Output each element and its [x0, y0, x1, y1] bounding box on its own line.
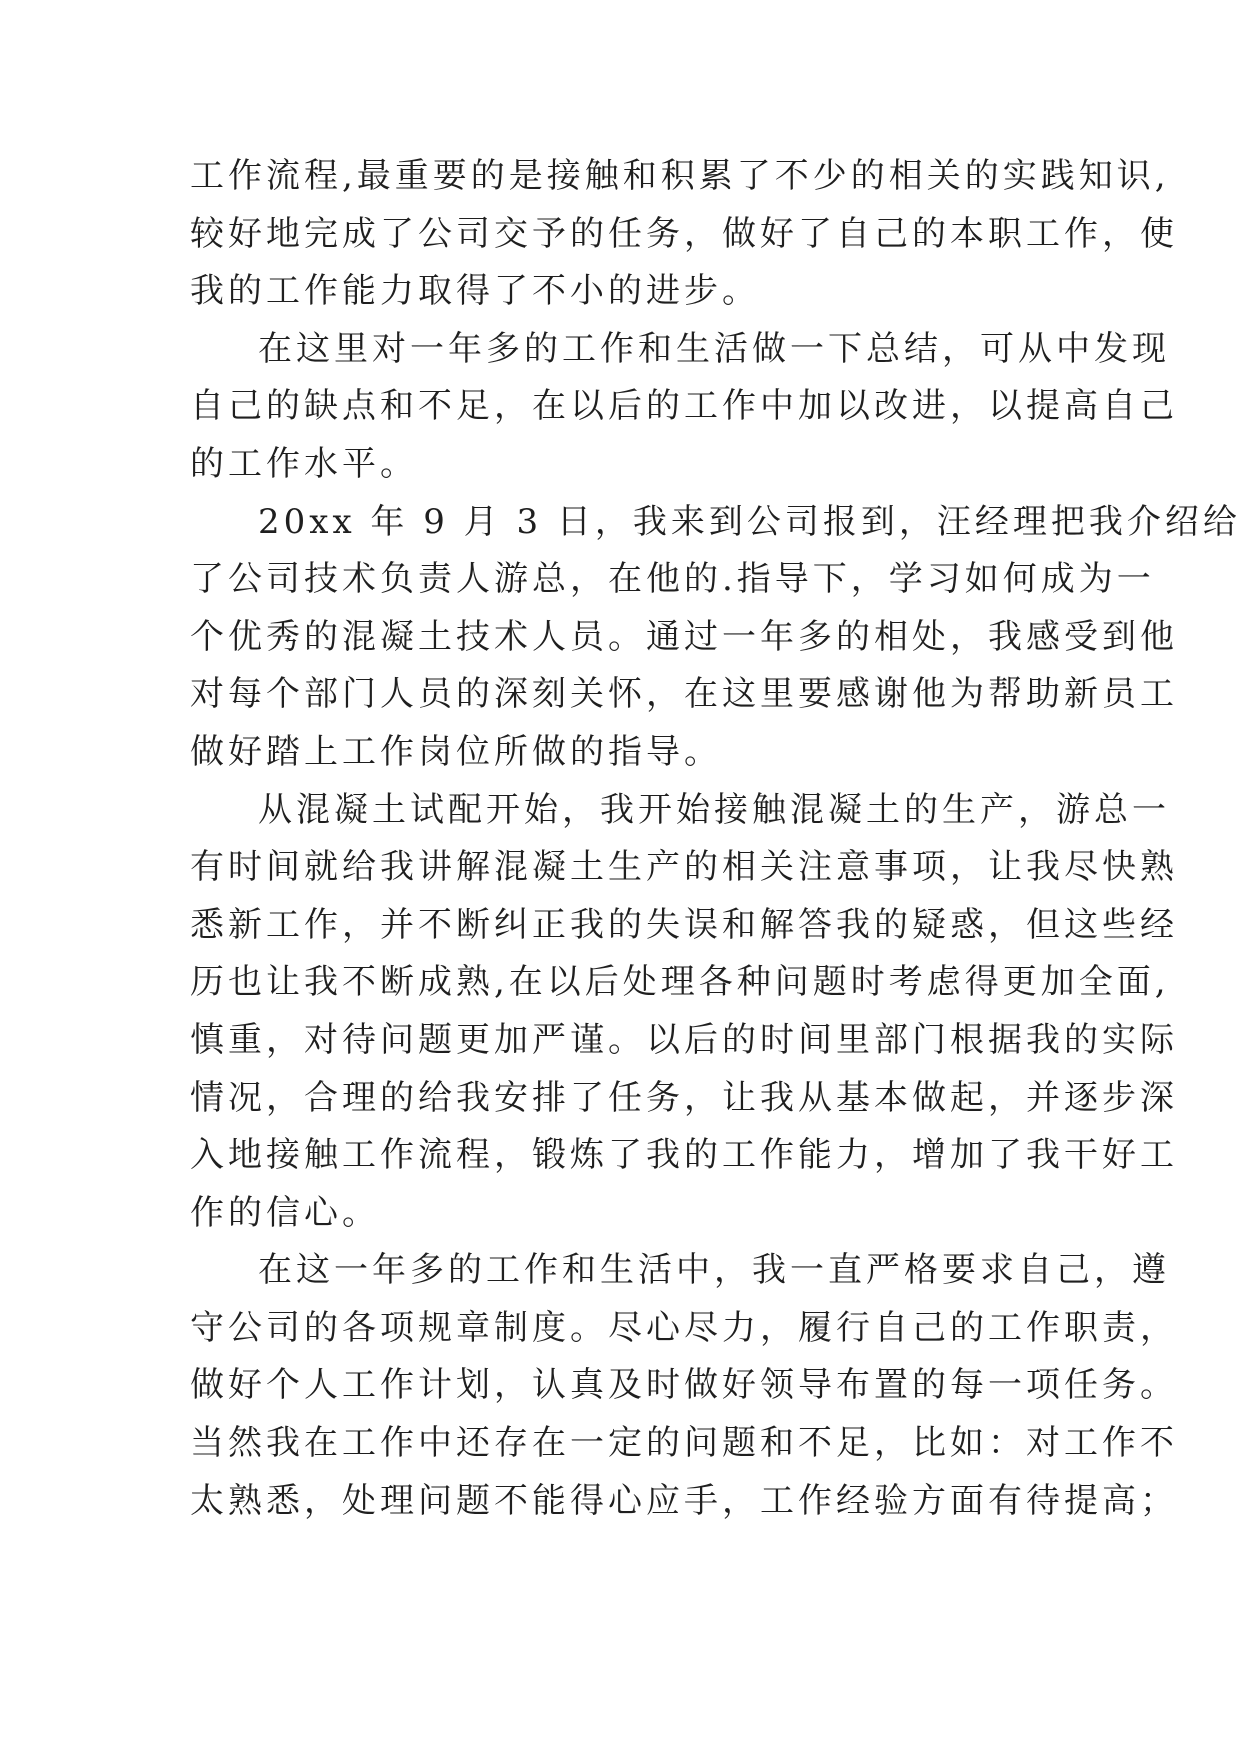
- text-line: 有时间就给我讲解混凝土生产的相关注意事项，让我尽快熟: [190, 847, 1178, 888]
- text-line: 了公司技术负责人游总，在他的.指导下，学习如何成为一: [190, 559, 1155, 600]
- text-line: 做好个人工作计划，认真及时做好领导布置的每一项任务。: [190, 1365, 1178, 1406]
- text-line: 自己的缺点和不足，在以后的工作中加以改进，以提高自己: [190, 386, 1178, 427]
- document-body: [190, 148, 1241, 1530]
- text-line: 在这一年多的工作和生活中，我一直严格要求自己，遵: [258, 1250, 1170, 1291]
- text-line: 从混凝土试配开始，我开始接触混凝土的生产，游总一: [258, 789, 1170, 830]
- paragraph: [190, 494, 1241, 782]
- text-line: 历也让我不断成熟,在以后处理各种问题时考虑得更加全面,: [190, 962, 1170, 1003]
- text-line: 悉新工作，并不断纠正我的失误和解答我的疑惑，但这些经: [190, 904, 1178, 945]
- text-line: 的工作水平。: [190, 443, 418, 484]
- text-line: 当然我在工作中还存在一定的问题和不足，比如：对工作不: [190, 1423, 1178, 1464]
- text-line: 较好地完成了公司交予的任务，做好了自己的本职工作，使: [190, 213, 1178, 254]
- text-line: 作的信心。: [190, 1192, 380, 1233]
- paragraph: [190, 321, 1178, 494]
- paragraph: [190, 148, 1178, 321]
- text-line: 个优秀的混凝土技术人员。通过一年多的相处，我感受到他: [190, 616, 1178, 657]
- text-line: 情况，合理的给我安排了任务，让我从基本做起，并逐步深: [190, 1077, 1178, 1118]
- paragraph: [190, 1242, 1178, 1530]
- text-line: 守公司的各项规章制度。尽心尽力，履行自己的工作职责，: [190, 1307, 1178, 1348]
- text-line: 工作流程,最重要的是接触和积累了不少的相关的实践知识,: [190, 156, 1170, 196]
- text-line: 在这里对一年多的工作和生活做一下总结，可从中发现: [258, 328, 1170, 369]
- text-line: 太熟悉，处理问题不能得心应手，工作经验方面有待提高；: [190, 1480, 1178, 1521]
- text-line: 20xx 年 9 月 3 日，我来到公司报到，汪经理把我介绍给: [258, 501, 1241, 542]
- text-line: 入地接触工作流程，锻炼了我的工作能力，增加了我干好工: [190, 1135, 1178, 1176]
- text-line: 我的工作能力取得了不小的进步。: [190, 271, 760, 312]
- text-line: 慎重，对待问题更加严谨。以后的时间里部门根据我的实际: [190, 1019, 1178, 1060]
- text-line: 做好踏上工作岗位所做的指导。: [190, 731, 722, 772]
- paragraph: [190, 782, 1178, 1243]
- text-line: 对每个部门人员的深刻关怀，在这里要感谢他为帮助新员工: [190, 674, 1178, 715]
